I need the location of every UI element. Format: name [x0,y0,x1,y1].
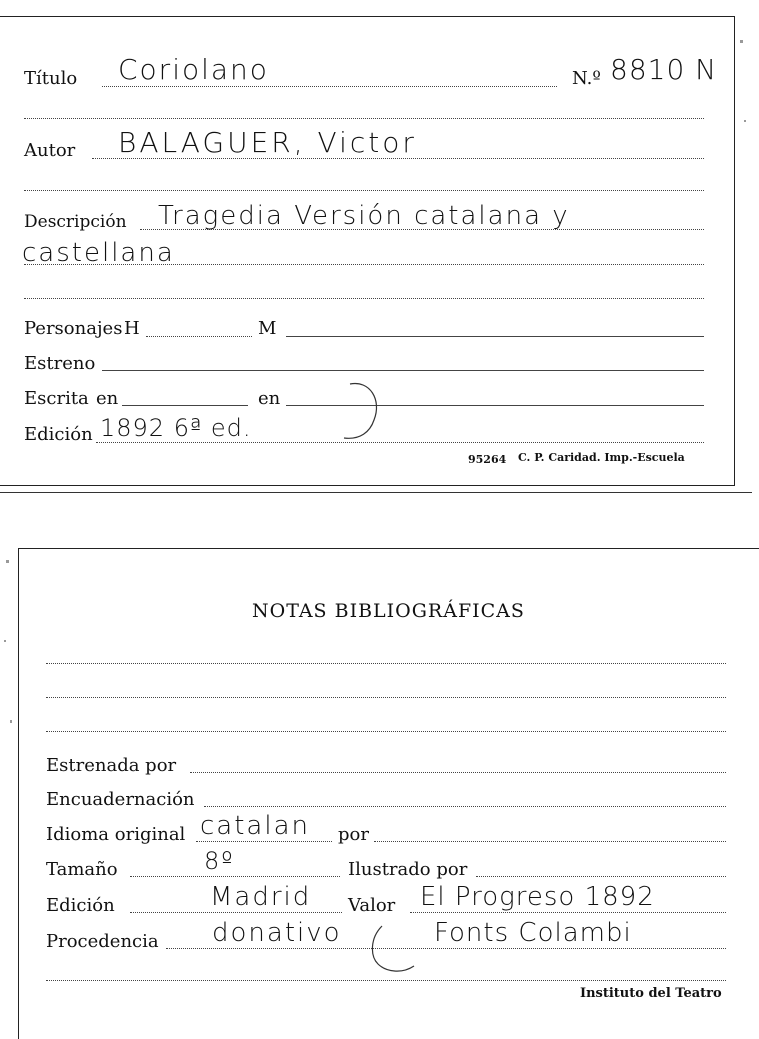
ilustrado-line [476,876,726,877]
rule [46,663,726,664]
numero-value: 8810 N [610,53,718,86]
procedencia-extra: Fonts Colambi [434,918,632,948]
procedencia-value: donativo [212,918,342,948]
valor-value: El Progreso 1892 [420,882,655,912]
rule [46,731,726,732]
scan-speck [740,40,743,43]
rule [24,118,704,119]
autor-label: Autor [24,140,76,161]
titulo-line [102,86,557,87]
edicion-value: 1892 6ª ed. [100,414,252,442]
en-label-1: en [96,388,119,409]
idioma-label: Idioma original [46,824,186,845]
edicion-back-line [130,912,342,913]
idioma-line [196,841,332,842]
estrenada-label: Estrenada por [46,755,177,776]
printer-number: 95264 [468,453,507,466]
edicion-back-label: Edición [46,895,115,916]
idioma-value: catalan [200,811,310,841]
m-label: M [258,318,277,339]
tamano-line [130,876,340,877]
notas-heading: NOTAS BIBLIOGRÁFICAS [252,600,525,622]
estreno-line [102,370,704,371]
tamano-label: Tamaño [46,859,118,880]
edicion-back-value: Madrid [210,882,312,912]
valor-label: Valor [348,895,396,916]
en-label-2: en [258,388,281,409]
rule [46,697,726,698]
descripcion-value-1: Tragedia Versión catalana y [158,201,570,231]
scan-speck [744,120,746,122]
tamano-value: 8º [204,847,235,875]
valor-line [410,912,726,913]
procedencia-line [166,948,726,949]
m-line [286,336,704,337]
estreno-label: Estreno [24,353,96,374]
rule [24,264,704,265]
printer-name: C. P. Caridad. Imp.-Escuela [518,451,685,464]
h-label: H [124,318,140,339]
punch-hole-mark [368,922,424,978]
escrita-line [122,405,248,406]
encuadernacion-label: Encuadernación [46,789,195,810]
rule [46,980,726,981]
procedencia-label: Procedencia [46,931,159,952]
escrita-label: Escrita [24,388,89,409]
personajes-label: Personajes [24,318,123,339]
punch-hole-mark [330,380,382,444]
ilustrado-label: Ilustrado por [348,859,468,880]
scan-speck [4,640,6,642]
h-line [146,336,252,337]
scan-speck [10,720,12,723]
descripcion-label: Descripción [24,212,127,232]
scan-speck [6,560,9,563]
titulo-label: Título [24,68,78,89]
autor-value: BALAGUER, Victor [118,126,417,159]
por-line [374,841,726,842]
encuadernacion-line [204,806,726,807]
rule [24,298,704,299]
card-separator [0,492,752,493]
descripcion-value-2: castellana [22,238,175,268]
rule [24,190,704,191]
edicion-label: Edición [24,424,93,445]
estrenada-line [190,772,726,773]
por-label: por [338,824,369,845]
numero-label: N.º [572,68,601,89]
titulo-value: Coriolano [118,53,269,86]
institute-footer: Instituto del Teatro [580,986,722,1001]
